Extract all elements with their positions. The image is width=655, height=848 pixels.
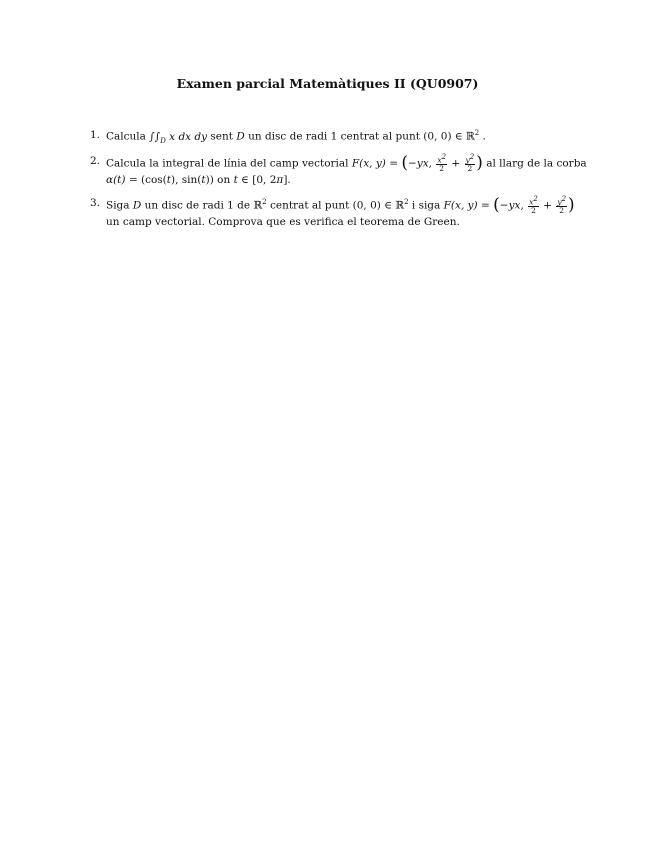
problem-number: 2. [90,155,101,168]
problem-list [90,128,587,239]
problem-text-line-1: Calcula la integral de línia del camp vectorial F(x, y) = (−yx, $\frac{x^2}{2}$ + $\frac{y^2}{2}$ ) al llarg de la corba [106,152,587,174]
problem-number: 3. [90,197,101,210]
problem-number: 1. [90,129,101,141]
problem-item-3 [90,196,580,230]
exam-title: Examen parcial Matemàtiques II (QU0907) [176,76,479,91]
problem-text-line-1: Siga D un disc de radi 1 de ℝ$^2$ centrat al punt (0, 0) ∈ ℝ$^2$ i siga F(x, y) = (−yx, $\frac{x^2}{2}$ + $\frac{y^2}{2}$ ) [106,195,575,216]
problem-text-line-2: un camp vectorial. Comprova que es verifica el teorema de Green. [106,215,460,228]
problem-text-line-2: α(t) = (cos(t), sin(t)) on t ∈ [0, 2π]. [106,173,291,186]
problem-text: Calcula $\int\int_D$ x dx dy sent D un disc de radi 1 centrat al punt (0, 0) ∈ ℝ$^2$ . [106,129,486,145]
problem-item-1 [90,128,580,146]
problem-item-2 [90,152,587,188]
